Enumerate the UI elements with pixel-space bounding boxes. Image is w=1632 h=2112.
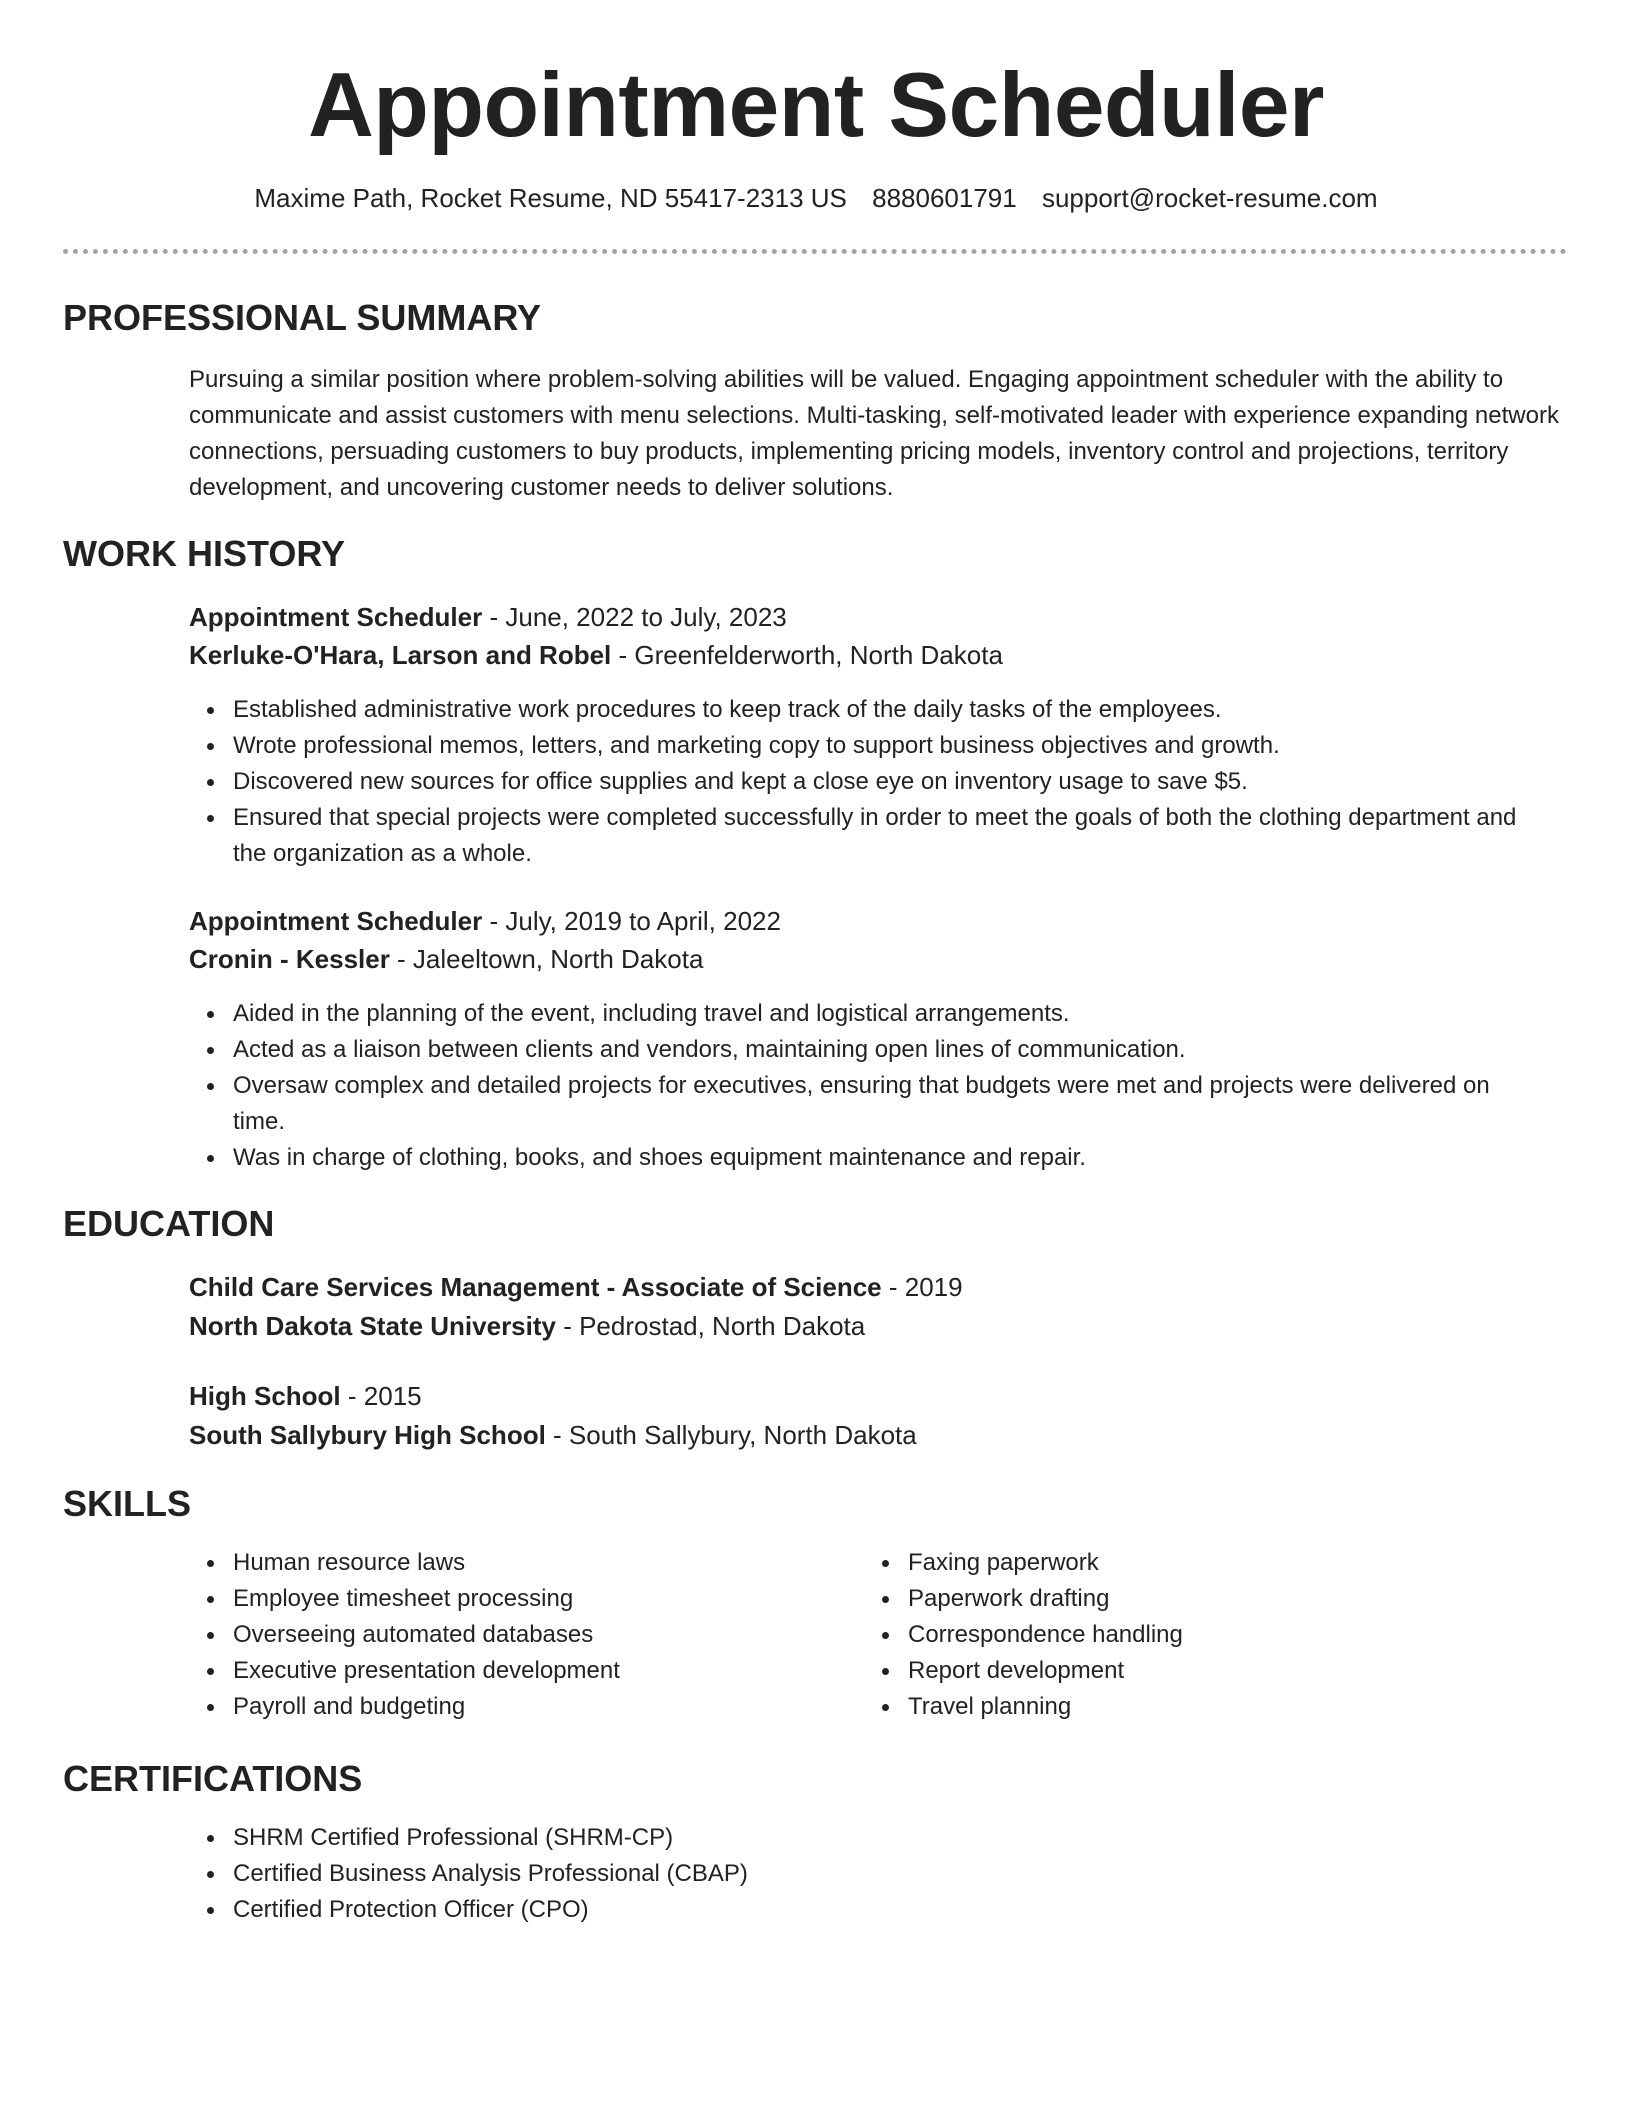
education-school: South Sallybury High School (189, 1420, 546, 1450)
contact-email: support@rocket-resume.com (1041, 183, 1378, 213)
list-item: Aided in the planning of the event, including travel and logistical arrangements. (189, 996, 1539, 1032)
skill-item: Executive presentation development (189, 1653, 829, 1689)
contact-line (0, 178, 1632, 218)
certification-item: SHRM Certified Professional (SHRM-CP) (189, 1820, 1539, 1856)
certification-item: Certified Business Analysis Professional (CBAP) (189, 1856, 1539, 1892)
education-school: North Dakota State University (189, 1311, 556, 1341)
certification-item: Certified Protection Officer (CPO) (189, 1892, 1539, 1928)
section-title-skills: SKILLS (63, 1483, 192, 1524)
education-degree: Child Care Services Management - Associate of Science (189, 1272, 882, 1302)
section-title-certifications: CERTIFICATIONS (63, 1758, 363, 1799)
skill-item: Report development (864, 1653, 1504, 1689)
job-location: - Greenfelderworth, North Dakota (611, 640, 1003, 670)
list-item: Was in charge of clothing, books, and shoes equipment maintenance and repair. (189, 1140, 1539, 1176)
education-school-line (189, 1416, 917, 1454)
education-location: - Pedrostad, North Dakota (555, 1311, 866, 1341)
resume-name: Appointment Scheduler (308, 55, 1324, 156)
list-item: Oversaw complex and detailed projects for executives, ensuring that budgets were met and projects were delivered on time. (189, 1068, 1539, 1140)
education-degree-line (189, 1377, 422, 1415)
skill-item: Payroll and budgeting (189, 1689, 829, 1725)
skill-item: Faxing paperwork (864, 1545, 1504, 1581)
contact-phone: 8880601791 (872, 183, 1017, 213)
job-location: - Jaleeltown, North Dakota (389, 944, 704, 974)
section-title-work-history: WORK HISTORY (63, 533, 346, 574)
contact-address: Maxime Path, Rocket Resume, ND 55417-2313 US (254, 183, 847, 213)
job-dates: - June, 2022 to July, 2023 (482, 602, 787, 632)
education-location: - South Sallybury, North Dakota (545, 1420, 917, 1450)
job-bullets (189, 692, 1539, 872)
job-title-line (189, 902, 781, 940)
education-school-line (189, 1307, 865, 1345)
list-item: Acted as a liaison between clients and vendors, maintaining open lines of communication. (189, 1032, 1539, 1068)
skill-item: Human resource laws (189, 1545, 829, 1581)
list-item: Ensured that special projects were completed successfully in order to meet the goals of both the clothing department and the organization as a whole. (189, 800, 1539, 872)
section-title-education: EDUCATION (63, 1203, 275, 1244)
skill-item: Travel planning (864, 1689, 1504, 1725)
job-company: Kerluke-O'Hara, Larson and Robel (189, 640, 612, 670)
job-company: Cronin - Kessler (189, 944, 390, 974)
job-role: Appointment Scheduler (189, 906, 483, 936)
header-divider (63, 249, 1567, 254)
list-item: Established administrative work procedures to keep track of the daily tasks of the employees. (189, 692, 1539, 728)
section-title-summary: PROFESSIONAL SUMMARY (63, 297, 542, 338)
skills-list-right (864, 1545, 1504, 1725)
skills-list-left (189, 1545, 829, 1725)
list-item: Discovered new sources for office supplies and kept a close eye on inventory usage to save $5. (189, 764, 1539, 800)
certifications-list (189, 1820, 1539, 1928)
job-role: Appointment Scheduler (189, 602, 483, 632)
skill-item: Correspondence handling (864, 1617, 1504, 1653)
education-year: - 2019 (881, 1272, 963, 1302)
job-title-line (189, 598, 787, 636)
job-dates: - July, 2019 to April, 2022 (482, 906, 781, 936)
job-company-line (189, 636, 1003, 674)
job-bullets (189, 996, 1539, 1176)
education-degree: High School (189, 1381, 341, 1411)
skill-item: Paperwork drafting (864, 1581, 1504, 1617)
skill-item: Overseeing automated databases (189, 1617, 829, 1653)
list-item: Wrote professional memos, letters, and marketing copy to support business objectives and growth. (189, 728, 1539, 764)
education-degree-line (189, 1268, 963, 1306)
skill-item: Employee timesheet processing (189, 1581, 829, 1617)
summary-text: Pursuing a similar position where problem-solving abilities will be valued. Engaging appointment scheduler with the ability to communicate and assist customers with menu selections. Multi-tasking, self-motivated leader with experience expanding network connections, persuading customers to buy products, implementing pricing models, inventory control and projections, territory development, and uncovering customer needs to deliver solutions. (189, 366, 1559, 501)
education-year: - 2015 (340, 1381, 422, 1411)
job-company-line (189, 940, 703, 978)
